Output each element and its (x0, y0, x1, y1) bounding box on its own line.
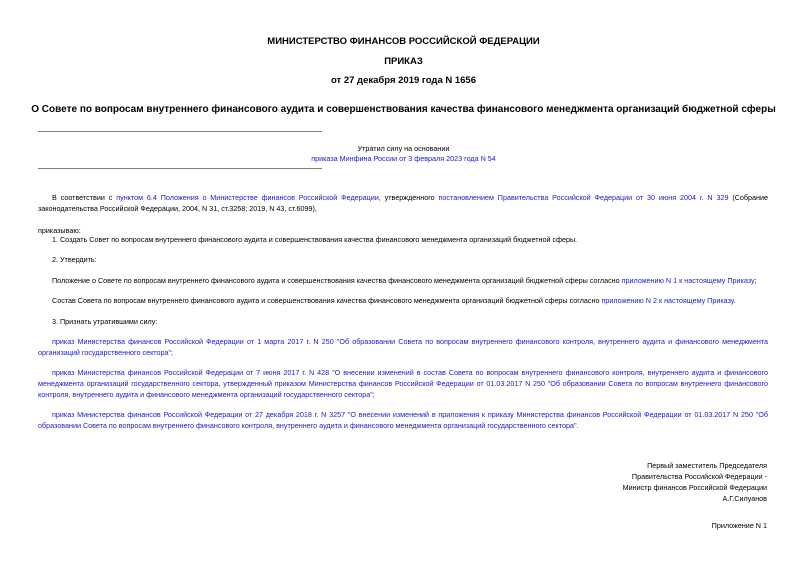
document-title: О Совете по вопросам внутреннего финансового аудита и совершенствования качества финансового менеджмента организаций бюджетной сферы (31, 104, 776, 115)
preamble-paragraph (38, 192, 768, 214)
item-1: 1. Создать Совет по вопросам внутреннего финансового аудита и совершенствования качества финансового менеджмента организаций бюджетной сферы. (52, 235, 578, 244)
item-2-composition (38, 295, 768, 306)
signature-block (623, 460, 767, 504)
item-2b-end: . (733, 296, 736, 305)
regulation-clause-link[interactable]: пунктом 6.4 Положения о Министерстве финансов Российской Федерации (116, 193, 379, 202)
prikazyvayu-label: приказываю: (38, 226, 81, 235)
item-2-regulation (38, 275, 768, 286)
government-decree-link[interactable]: постановлением Правительства Российской Федерации от 30 июня 2004 г. N 329 (438, 193, 729, 202)
repeal-order-link[interactable]: приказа Минфина России от 3 февраля 2023 года N 54 (311, 154, 496, 163)
appendix-heading: Приложение N 1 (711, 521, 767, 530)
signatory-name: А.Г.Силуанов (722, 494, 767, 503)
revoked-order-2017-250[interactable]: приказ Министерства финансов Российской Федерации от 1 марта 2017 г. N 250 "Об образовании Совета по вопросам внутреннего финансового контроля, внутреннего аудита и финансового менеджмента организаций государственного сектора"; (38, 337, 768, 357)
appendix-1-link[interactable]: приложению N 1 к настоящему Приказу (621, 276, 755, 285)
item-2: 2. Утвердить: (52, 255, 97, 264)
notice-link-line (0, 153, 807, 164)
item-3: 3. Признать утратившими силу: (52, 317, 158, 326)
ministry-heading: МИНИСТЕРСТВО ФИНАНСОВ РОССИЙСКОЙ ФЕДЕРАЦИИ (267, 36, 540, 47)
item-2a-text: Положение о Совете по вопросам внутреннего финансового аудита и совершенствования качества финансового менеджмента организаций бюджетной сферы согласно (52, 276, 622, 285)
divider-top (38, 131, 322, 132)
notice-text: Утратил силу на основании (357, 144, 450, 153)
document-type: ПРИКАЗ (384, 56, 423, 67)
item-2b-text: Состав Совета по вопросам внутреннего финансового аудита и совершенствования качества финансового менеджмента организаций бюджетной сферы согласно (52, 296, 602, 305)
revoked-order-2017-428[interactable]: приказ Министерства финансов Российской Федерации от 7 июня 2017 г. N 428 "О внесении изменений в состав Совета по вопросам внутреннего финансового контроля, внутреннего аудита и финансового менеджмента организаций государственного сектора, утвержденный приказом Министерства финансов Российской Федерации от 01.03.2017 N 250 "Об образовании Совета по вопросам внутреннего финансового контроля, внутреннего аудита и финансового менеджмента организаций государственного сектора"; (38, 368, 768, 399)
revoked-order-2018-3257[interactable]: приказ Министерства финансов Российской Федерации от 27 декабря 2018 г. N 3257 "О внесении изменений в приложения к приказу Министерства финансов Российской Федерации от 01.03.2017 N 250 "Об образовании Совета по вопросам внутреннего финансового контроля, внутреннего аудита и финансового менеджмента организаций государственного сектора". (38, 410, 768, 430)
appendix-2-link[interactable]: приложению N 2 к настоящему Приказу (601, 296, 734, 305)
signature-line-3: Министр финансов Российской Федерации (622, 483, 767, 492)
preamble-text-1: В соответствии с (52, 193, 117, 202)
signature-line-2: Правительства Российской Федерации - (631, 472, 767, 481)
preamble-text-3: (Собрание законодательства Российской Федерации, 2004, N 31, ст.3258; 2019, N 43, ст.6099), (38, 193, 768, 213)
preamble-text-2: , утвержденного (378, 193, 439, 202)
document-date-number: от 27 декабря 2019 года N 1656 (330, 75, 476, 86)
divider-bottom (38, 168, 322, 169)
item-2a-end: ; (754, 276, 757, 285)
signature-line-1: Первый заместитель Председателя (647, 461, 767, 470)
